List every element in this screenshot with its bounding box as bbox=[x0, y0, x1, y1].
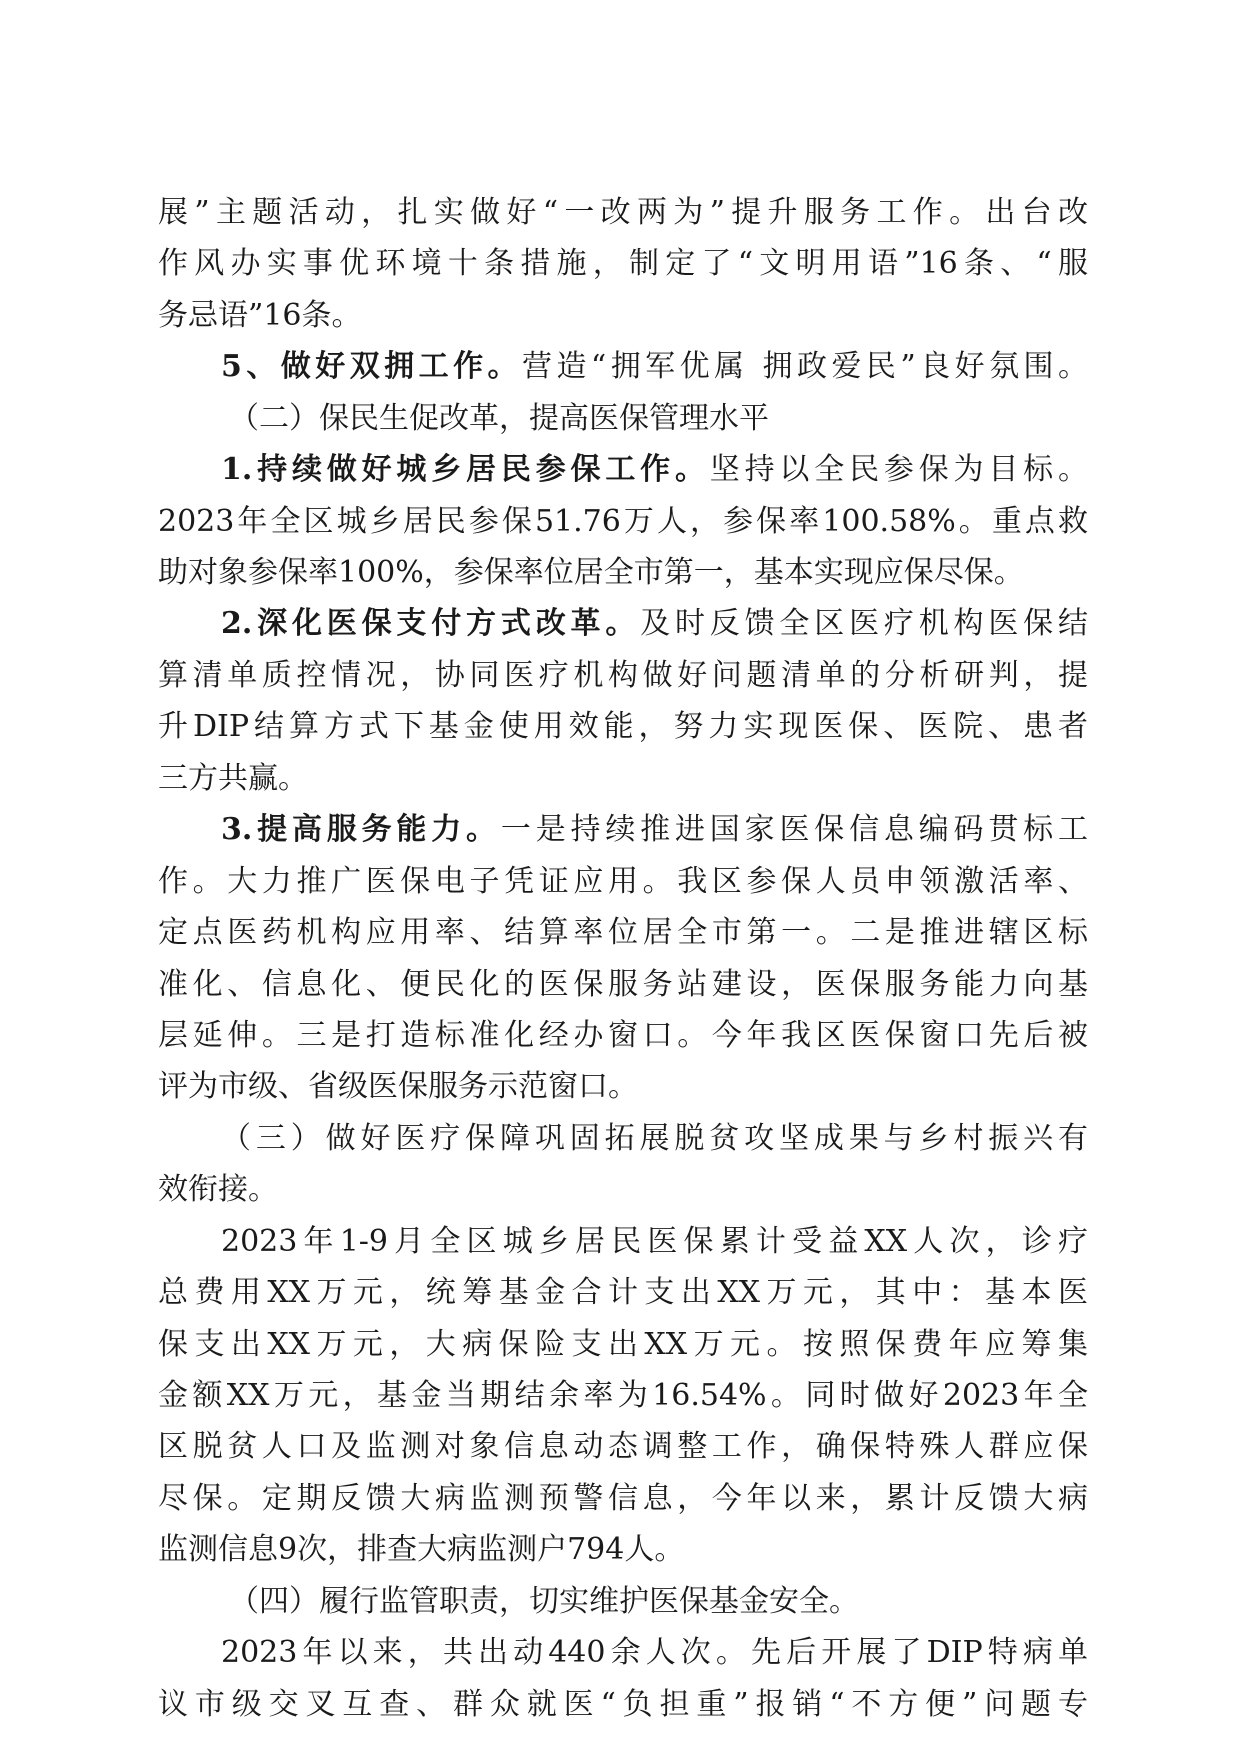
paragraph-line: 区脱贫人口及监测对象信息动态调整工作，确保特殊人群应保 bbox=[158, 1429, 1088, 1464]
paragraph-line: 层延伸。三是打造标准化经办窗口。今年我区医保窗口先后被 bbox=[158, 1018, 1088, 1053]
paragraph-line: 展”主题活动，扎实做好“一改两为”提升服务工作。出台改 bbox=[158, 195, 1088, 230]
paragraph-line: 升DIP结算方式下基金使用效能，努力实现医保、医院、患者 bbox=[158, 709, 1088, 744]
paragraph-line: 评为市级、省级医保服务示范窗口。 bbox=[158, 1069, 638, 1104]
paragraph-line: 尽保。定期反馈大病监测预警信息，今年以来，累计反馈大病 bbox=[158, 1481, 1088, 1516]
item-2-title: 2.深化医保支付方式改革。 bbox=[221, 606, 641, 641]
item-1-line bbox=[221, 444, 1088, 495]
item-1-text: 坚持以全民参保为目标。 bbox=[709, 452, 1088, 487]
paragraph-line: 监测信息9次，排查大病监测户794人。 bbox=[158, 1532, 685, 1567]
paragraph-line: 算清单质控情况，协同医疗机构做好问题清单的分析研判，提 bbox=[158, 658, 1088, 693]
paragraph-line: 议市级交叉互查、群众就医“负担重”报销“不方便”问题专 bbox=[158, 1687, 1088, 1722]
section-heading-4: （四）履行监管职责，切实维护医保基金安全。 bbox=[229, 1584, 859, 1619]
paragraph-line: 作风办实事优环境十条措施，制定了“文明用语”16条、“服 bbox=[158, 246, 1088, 281]
item-1-title: 1.持续做好城乡居民参保工作。 bbox=[221, 452, 710, 487]
item-3-line bbox=[221, 804, 1088, 855]
paragraph-line: 务忌语”16条。 bbox=[158, 298, 362, 333]
paragraph-line: 2023年以来，共出动440余人次。先后开展了DIP特病单 bbox=[221, 1635, 1088, 1670]
paragraph-line: 2023年全区城乡居民参保51.76万人，参保率100.58%。重点救 bbox=[158, 504, 1088, 539]
paragraph-line: 总费用XX万元，统筹基金合计支出XX万元，其中：基本医 bbox=[158, 1275, 1088, 1310]
item-3-title: 3.提高服务能力。 bbox=[221, 812, 501, 847]
item-5-title: 5、做好双拥工作。 bbox=[221, 349, 522, 384]
paragraph-line: 保支出XX万元，大病保险支出XX万元。按照保费年应筹集 bbox=[158, 1327, 1088, 1362]
paragraph-line: 金额XX万元，基金当期结余率为16.54%。同时做好2023年全 bbox=[158, 1378, 1088, 1413]
paragraph-line: 准化、信息化、便民化的医保服务站建设，医保服务能力向基 bbox=[158, 967, 1088, 1002]
section-heading-2: （二）保民生促改革，提高医保管理水平 bbox=[229, 401, 769, 436]
paragraph-line: 定点医药机构应用率、结算率位居全市第一。二是推进辖区标 bbox=[158, 915, 1088, 950]
paragraph-line: 三方共赢。 bbox=[158, 761, 308, 796]
paragraph-line: 作。大力推广医保电子凭证应用。我区参保人员申领激活率、 bbox=[158, 864, 1088, 899]
item-3-text: 一是持续推进国家医保信息编码贯标工 bbox=[500, 812, 1088, 847]
item-2-line bbox=[221, 598, 1088, 649]
item-2-text: 及时反馈全区医疗机构医保结 bbox=[640, 606, 1088, 641]
paragraph-line: 2023年1-9月全区城乡居民医保累计受益XX人次，诊疗 bbox=[221, 1224, 1088, 1259]
paragraph-line: 助对象参保率100%，参保率位居全市第一，基本实现应保尽保。 bbox=[158, 555, 1024, 590]
section-heading-3-cont: 效衔接。 bbox=[158, 1172, 278, 1207]
item-5-line bbox=[221, 341, 1088, 392]
section-heading-3: （三）做好医疗保障巩固拓展脱贫攻坚成果与乡村振兴有 bbox=[221, 1121, 1088, 1156]
item-5-text: 营造“拥军优属 拥政爱民”良好氛围。 bbox=[522, 349, 1088, 384]
